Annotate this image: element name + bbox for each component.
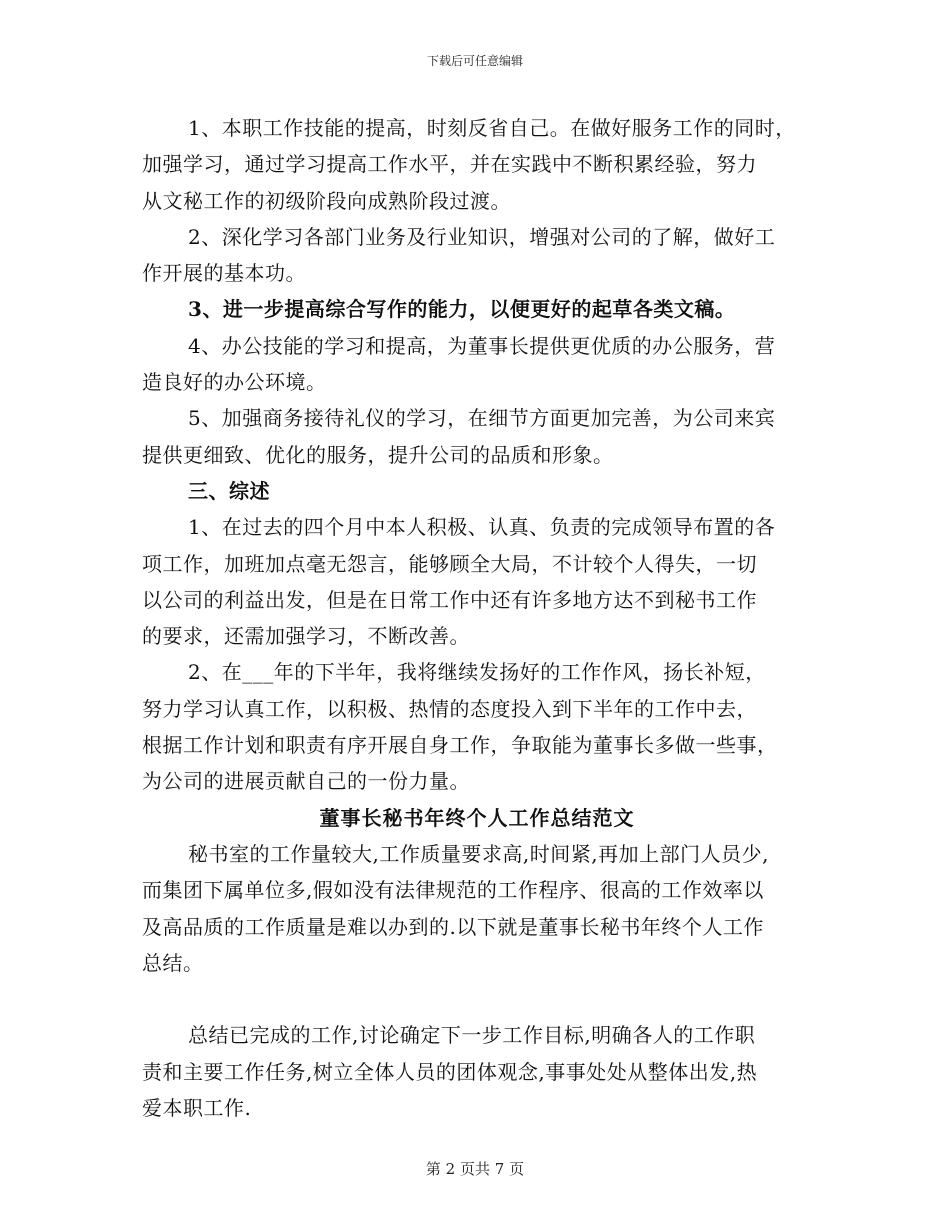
document-body [142,110,812,1126]
paragraph-line: 1、本职工作技能的提高，时刻反省自己。在做好服务工作的同时， [188,116,796,140]
blank-line [142,981,812,1017]
paragraph-line: 总结。 [142,950,204,975]
section-heading: 三、综述 [188,478,270,503]
paragraph-line: 为公司的进展贡献自己的一份力量。 [142,769,470,794]
paragraph-line: 努力学习认真工作，以积极、热情的态度投入到下半年的工作中去， [142,696,757,721]
paragraph-line: 的要求，还需加强学习，不断改善。 [142,624,470,649]
paragraph-line: 从文秘工作的初级阶段向成熟阶段过渡。 [142,188,511,213]
page-header: 下载后可任意编辑 [426,54,523,68]
paragraph-line: 造良好的办公环境。 [142,370,327,395]
paragraph-line: 根据工作计划和职责有序开展自身工作，争取能为董事长多做一些事， [142,733,778,758]
bold-paragraph-line: 3、进一步提高综合写作的能力，以便更好的起草各类文稿。 [188,297,736,322]
paragraph-line: 作开展的基本功。 [142,261,306,286]
paragraph-line: 爱本职工作. [142,1096,252,1121]
paragraph-line: 2、深化学习各部门业务及行业知识，增强对公司的了解，做好工 [188,224,776,249]
paragraph-line: 责和主要工作任务,树立全体人员的团体观念,事事处处从整体出发,热 [142,1059,758,1084]
paragraph-line: 2、在___年的下半年，我将继续发扬好的工作作风，扬长补短， [188,660,766,685]
paragraph-line: 5、加强商务接待礼仪的学习，在细节方面更加完善，为公司来宾 [188,406,776,431]
paragraph-line: 项工作，加班加点毫无怨言，能够顾全大局，不计较个人得失，一切 [142,551,757,576]
paragraph-line: 提供更细致、优化的服务，提升公司的品质和形象。 [142,442,614,467]
paragraph-line: 4、办公技能的学习和提高，为董事长提供更优质的办公服务，营 [188,333,776,358]
paragraph-line: 秘书室的工作量较大,工作质量要求高,时间紧,再加上部门人员少, [188,841,769,866]
page-footer: 第 2 页共 7 页 [425,1160,525,1178]
paragraph-line: 以公司的利益出发，但是在日常工作中还有许多地方达不到秘书工作 [142,587,757,612]
paragraph-line: 加强学习，通过学习提高工作水平，并在实践中不断积累经验，努力 [142,152,757,177]
paragraph-line: 而集团下属单位多,假如没有法律规范的工作程序、很高的工作效率以 [142,878,764,903]
paragraph-line: 总结已完成的工作,讨论确定下一步工作目标,明确各人的工作职 [188,1023,756,1048]
document-title: 董事长秘书年终个人工作总结范文 [319,805,635,830]
paragraph-line: 及高品质的工作质量是难以办到的.以下就是董事长秘书年终个人工作 [142,914,764,939]
paragraph-line: 1、在过去的四个月中本人积极、认真、负责的完成领导布置的各 [188,515,776,540]
